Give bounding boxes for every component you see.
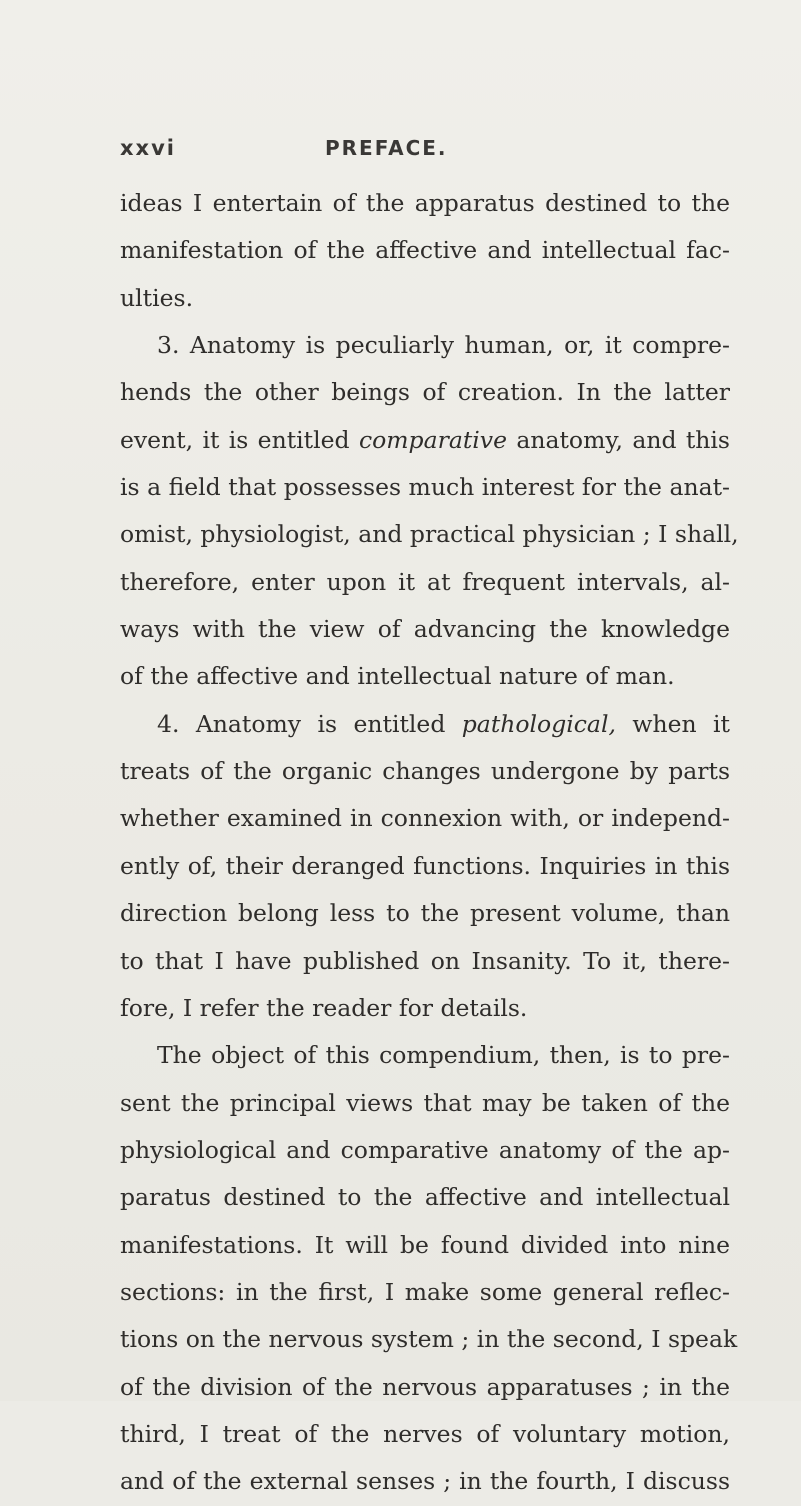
text-line: 3. Anatomy is peculiarly human, or, it compre- [157,331,730,360]
text-line: is a field that possesses much interest for the anat- [120,473,730,502]
text-line: omist, physiologist, and practical physician ; I shall, [120,520,739,549]
text-segment: event, it is entitled [120,425,359,454]
text-line: ideas I entertain of the apparatus destined to the [120,189,730,217]
text-line: tions on the nervous system ; in the second, I speak [120,1325,738,1354]
italic-term: comparative [358,425,507,454]
text-line [120,417,730,464]
text-line: manifestation of the affective and intellectual fac- [120,236,730,265]
text-line: fore, I refer the reader for details. [120,993,528,1022]
text-line: paratus destined to the affective and intellectual [120,1183,730,1212]
text-line: ulties. [120,283,194,312]
text-line: ways with the view of advancing the knowledge [120,615,730,644]
text-line: hends the other beings of creation. In the latter [120,378,730,407]
text-line [120,701,730,748]
text-line: third, I treat of the nerves of voluntary motion, [120,1419,730,1448]
italic-term: pathological, [461,709,616,738]
page-header [120,136,680,164]
text-line: The object of this compendium, then, is to pre- [157,1041,730,1070]
text-line: ently of, their deranged functions. Inquiries in this [120,851,730,880]
page-number: xxvi [120,136,176,160]
text-line: physiological and comparative anatomy of the ap- [120,1135,730,1164]
text-line: of the division of the nervous apparatuses ; in the [120,1372,730,1401]
running-head: PREFACE. [325,136,448,160]
text-line: treats of the organic changes undergone by parts [120,757,730,786]
text-line: whether examined in connexion with, or independ- [120,804,730,833]
text-line: to that I have published on Insanity. To it, there- [120,946,730,975]
text-line: direction belong less to the present volume, than [120,899,730,928]
text-line: sent the principal views that may be taken of the [120,1088,730,1117]
text-line: and of the external senses ; in the fourth, I discuss [120,1467,730,1496]
text-line: of the affective and intellectual nature of man. [120,662,675,691]
text-segment: anatomy, and this [506,425,730,454]
text-segment: when it [615,709,730,738]
body-text [120,180,739,1506]
text-line: therefore, enter upon it at frequent intervals, al- [120,567,730,596]
text-line: sections: in the first, I make some general reflec- [120,1277,730,1306]
text-segment: 4. Anatomy is entitled [157,709,462,738]
text-line: manifestations. It will be found divided into nine [120,1230,730,1259]
